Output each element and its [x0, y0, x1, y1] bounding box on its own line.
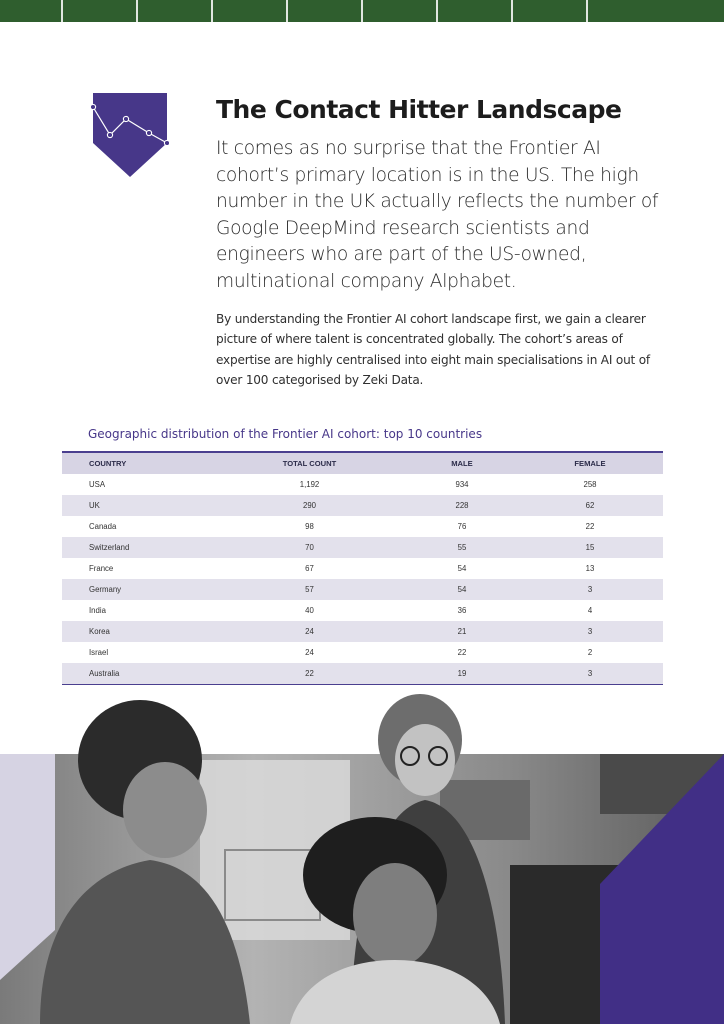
cell-country: Switzerland [62, 537, 212, 558]
cell-male: 76 [457, 522, 467, 531]
team-photo [0, 690, 724, 1024]
cell-female: 3 [517, 621, 663, 642]
top-bar-divider [436, 0, 438, 22]
table-row [62, 600, 663, 621]
table-row [62, 621, 663, 642]
column-header-total-count: TOTAL COUNT [212, 453, 407, 474]
cell-male: 19 [407, 663, 517, 684]
column-header-country: COUNTRY [62, 453, 212, 474]
cell-total: 70 [212, 537, 407, 558]
cell-male: 54 [457, 564, 467, 573]
top-bar-divider [511, 0, 513, 22]
table-header-row [62, 453, 663, 474]
column-header-female: FEMALE [517, 453, 663, 474]
cell-total: 22 [212, 663, 407, 684]
cell-country: Korea [62, 621, 212, 642]
top-bar [0, 0, 724, 22]
cell-total: 98 [305, 522, 314, 531]
cell-male: 54 [407, 579, 517, 600]
cell-total: 1,192 [299, 480, 320, 489]
cell-total: 24 [212, 621, 407, 642]
cell-female: 15 [517, 537, 663, 558]
cell-country: USA [89, 480, 106, 489]
table-row [62, 474, 663, 495]
cell-total: 40 [305, 606, 314, 615]
table-row [62, 516, 663, 537]
cell-male: 36 [457, 606, 467, 615]
line-chart-shield-icon [91, 93, 169, 179]
table-bottom-rule [62, 684, 663, 685]
top-bar-divider [586, 0, 588, 22]
cell-country: Germany [62, 579, 212, 600]
cell-total: 67 [305, 564, 314, 573]
cell-male: 934 [455, 480, 469, 489]
cell-male: 21 [407, 621, 517, 642]
table-row [62, 642, 663, 663]
cell-country: France [89, 564, 114, 573]
top-bar-divider [61, 0, 63, 22]
column-header-male: MALE [407, 453, 517, 474]
page-title: The Contact Hitter Landscape [216, 95, 622, 124]
cell-total: 57 [212, 579, 407, 600]
cell-female: 3 [517, 663, 663, 684]
cell-female: 258 [583, 480, 597, 489]
cell-country: Australia [62, 663, 212, 684]
person-face [353, 863, 437, 967]
table-row [62, 579, 663, 600]
cell-country: Canada [89, 522, 117, 531]
cell-female: 22 [585, 522, 595, 531]
table-caption: Geographic distribution of the Frontier AI cohort: top 10 countries [88, 427, 483, 441]
lead-paragraph: It comes as no surprise that the Frontier AI cohort’s primary location is in the US. The high number in the UK actually reflects the number of Google DeepMind research scientists and engineers who are part of the US-owned, multinational company Alphabet. [216, 138, 659, 292]
cell-country: Israel [89, 648, 109, 657]
cell-female: 3 [517, 579, 663, 600]
top-bar-divider [286, 0, 288, 22]
cell-male: 22 [457, 648, 467, 657]
cell-total: 290 [212, 495, 407, 516]
body-paragraph: By understanding the Frontier AI cohort landscape first, we gain a clearer picture of where talent is concentrated globally. The cohort’s areas of expertise are highly centralised into eight main specialisations in AI out of over 100 categorised by Zeki Data. [216, 312, 650, 387]
cell-country: India [89, 606, 106, 615]
table-row [62, 537, 663, 558]
top-bar-divider [361, 0, 363, 22]
cell-country: UK [62, 495, 212, 516]
cell-male: 228 [407, 495, 517, 516]
cell-male: 55 [407, 537, 517, 558]
country-distribution-table [62, 453, 663, 684]
table-row [62, 663, 663, 684]
table-row [62, 558, 663, 579]
top-bar-divider [211, 0, 213, 22]
cell-female: 4 [587, 606, 593, 615]
top-bar-divider [136, 0, 138, 22]
cell-female: 62 [517, 495, 663, 516]
table-row [62, 495, 663, 516]
cell-total: 24 [305, 648, 314, 657]
cell-female: 13 [585, 564, 595, 573]
cell-female: 2 [587, 648, 593, 657]
person-face [123, 762, 207, 858]
